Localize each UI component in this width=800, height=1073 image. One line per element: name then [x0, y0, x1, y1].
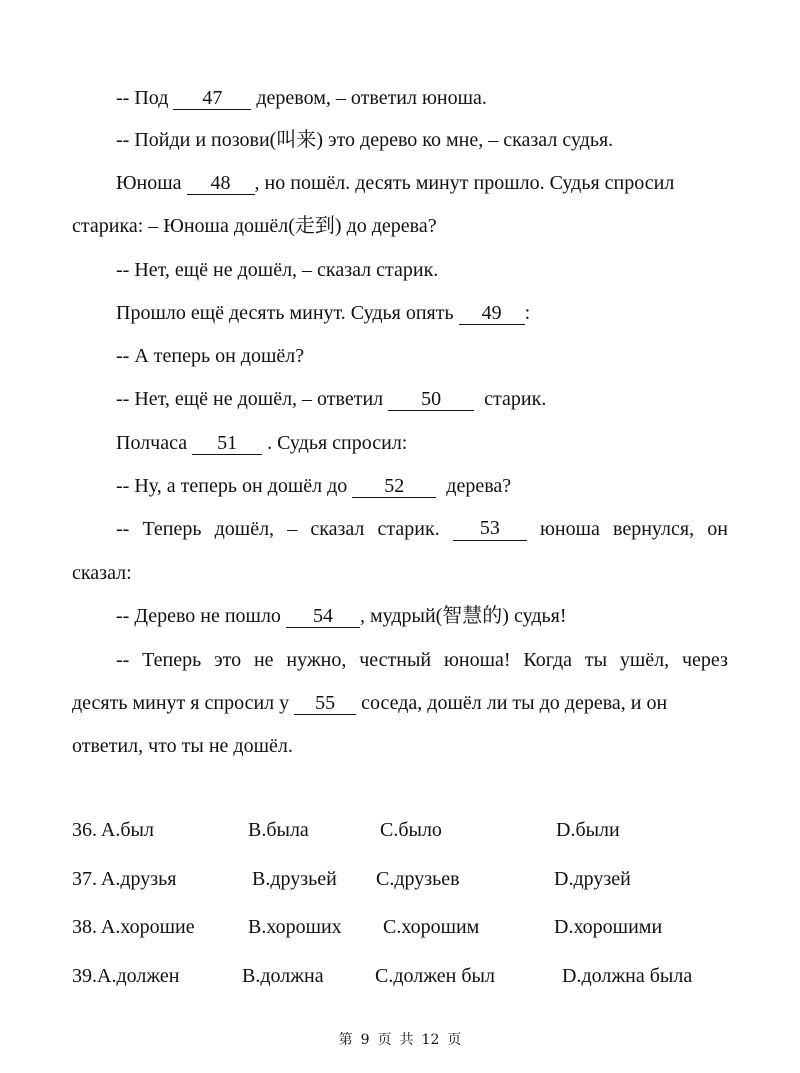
word: Теперь [142, 649, 202, 671]
word: ты [584, 649, 608, 671]
option-a: A.друзья [100, 868, 177, 890]
word: через [682, 649, 728, 671]
line-text: -- Под [116, 87, 174, 109]
footer-text: 共 [399, 1032, 414, 1048]
line-text: -- Нет, ещё не дошёл, – ответил [116, 388, 389, 410]
option-c: C.друзьев [376, 868, 460, 890]
passage-line-6 [116, 301, 530, 325]
passage-line-10 [116, 474, 511, 498]
passage-line-5: -- Нет, ещё не дошёл, – сказал старик. [116, 259, 439, 281]
line-text: , мудрый(智慧的) судья! [359, 605, 567, 627]
word: не [253, 649, 274, 671]
question-number: 39.A.должен [72, 965, 180, 987]
blank-50: 50 [388, 388, 474, 411]
passage-line-1 [116, 86, 487, 110]
question-number: 37. A.друзья [72, 868, 177, 890]
word: нужно, [286, 649, 347, 671]
blank-53: 53 [453, 517, 527, 541]
word: дошёл, [214, 518, 275, 540]
word: сказал [310, 518, 365, 540]
total-pages: 12 [421, 1032, 440, 1048]
option-b: B.должна [242, 965, 324, 987]
word: -- [116, 649, 130, 671]
passage-line-4: старика: – Юноша дошёл(走到) до дерева? [72, 215, 437, 237]
option-a: A.должен [97, 965, 180, 987]
question-number: 38. A.хорошие [72, 916, 195, 938]
blank-47: 47 [173, 87, 251, 110]
line-text: соседа, дошёл ли ты до дерева, и он [356, 692, 668, 714]
option-c: C.хорошим [383, 916, 480, 938]
word: старик. [377, 518, 440, 540]
word: Теперь [142, 518, 202, 540]
option-c: C.было [380, 819, 442, 841]
passage-line-9 [116, 431, 407, 455]
option-d: D.друзей [554, 868, 631, 890]
word: -- [116, 518, 130, 540]
word: Когда [523, 649, 573, 671]
passage-line-2: -- Пойди и позови(叫来) это дерево ко мне, – сказал судья. [116, 129, 614, 151]
line-text: Полчаса [116, 432, 193, 454]
word: честный [359, 649, 432, 671]
line-text: Юноша [116, 172, 187, 194]
blank-48: 48 [187, 172, 255, 195]
option-d: D.хорошими [554, 916, 663, 938]
passage-line-15 [72, 691, 667, 715]
line-text: десять минут я спросил у [72, 692, 295, 714]
blank-52: 52 [352, 475, 436, 498]
word: это [214, 649, 242, 671]
line-text: дерева? [441, 475, 512, 497]
footer-text: 页 [447, 1032, 462, 1048]
passage-line-8 [116, 387, 546, 411]
line-text: деревом, – ответил юноша. [251, 87, 487, 109]
line-text: . Судья спросил: [262, 432, 408, 454]
option-d: D.должна была [562, 965, 693, 987]
line-text: , но пошёл. десять минут прошло. Судья спросил [254, 172, 675, 194]
passage-line-11 [116, 517, 728, 541]
passage-line-7: -- А теперь он дошёл? [116, 345, 305, 367]
word: юноша! [443, 649, 511, 671]
page-footer [0, 1029, 800, 1049]
option-b: B.хороших [248, 916, 342, 938]
blank-49: 49 [459, 302, 525, 325]
question-number: 36. A.был [72, 819, 154, 841]
word: юноша [539, 518, 600, 540]
blank-51: 51 [192, 432, 262, 455]
option-b: B.была [248, 819, 309, 841]
option-a: A.хорошие [100, 916, 195, 938]
footer-text: 页 [377, 1032, 392, 1048]
word: – [287, 518, 298, 540]
option-b: B.друзьей [252, 868, 337, 890]
line-text: старик. [479, 388, 547, 410]
passage-line-14 [116, 648, 728, 672]
passage-line-13 [116, 604, 566, 628]
blank-55: 55 [294, 692, 356, 715]
line-text: -- Дерево не пошло [116, 605, 286, 627]
word: вернулся, [613, 518, 695, 540]
line-text: : [524, 302, 531, 324]
blank-54: 54 [286, 605, 360, 628]
line-text: -- Ну, а теперь он дошёл до [116, 475, 353, 497]
line-text: Прошло ещё десять минут. Судья опять [116, 302, 459, 324]
word: он [707, 518, 728, 540]
page-number: 9 [360, 1032, 370, 1048]
footer-text: 第 [338, 1032, 353, 1048]
option-d: D.были [556, 819, 620, 841]
word: ушёл, [619, 649, 670, 671]
passage-line-3 [116, 171, 674, 195]
option-c: C.должен был [375, 965, 495, 987]
passage-line-16: ответил, что ты не дошёл. [72, 735, 293, 757]
passage-line-12: сказал: [72, 562, 132, 584]
option-a: A.был [100, 819, 154, 841]
